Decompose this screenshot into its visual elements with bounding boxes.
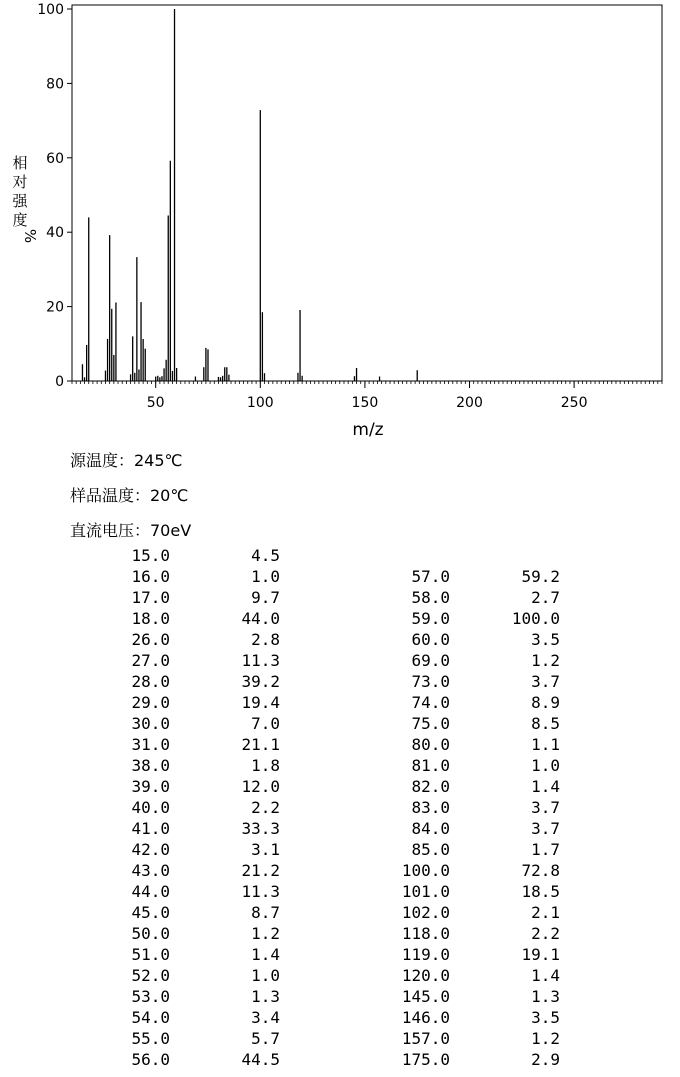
mz-value: 101.0 [401,882,450,901]
intensity-value: 21.2 [241,861,280,880]
mz-value: 42.0 [131,840,170,859]
mz-value: 57.0 [411,567,450,586]
intensity-value: 3.1 [251,840,280,859]
plot-frame [72,5,662,381]
intensity-value: 1.2 [531,651,560,670]
mz-value: 41.0 [131,819,170,838]
mz-value: 55.0 [131,1029,170,1048]
mz-value: 73.0 [411,672,450,691]
mz-value: 53.0 [131,987,170,1006]
mz-value: 30.0 [131,714,170,733]
intensity-value: 1.7 [531,840,560,859]
y-tick-label: 60 [46,150,64,167]
mz-value: 52.0 [131,966,170,985]
y-label-char: 强 [12,192,28,210]
intensity-value: 3.5 [531,630,560,649]
mz-value: 56.0 [131,1050,170,1069]
mz-value: 81.0 [411,756,450,775]
intensity-value: 7.0 [251,714,280,733]
mz-value: 15.0 [131,546,170,565]
intensity-value: 19.4 [241,693,280,712]
ionization-voltage: 直流电压：70eV [70,521,192,540]
intensity-value: 1.3 [251,987,280,1006]
mz-value: 40.0 [131,798,170,817]
intensity-value: 11.3 [241,882,280,901]
x-tick-label: 250 [560,395,588,411]
intensity-value: 44.5 [241,1050,280,1069]
x-tick-label: 150 [351,395,379,411]
x-axis-label: m/z [352,420,384,440]
mz-value: 17.0 [131,588,170,607]
mz-value: 84.0 [411,819,450,838]
y-label-char: 对 [12,173,28,191]
intensity-value: 1.3 [531,987,560,1006]
intensity-value: 2.9 [531,1050,560,1069]
y-tick-label: 0 [55,374,64,390]
mass-spectrum-chart [0,0,680,445]
x-tick-label: 100 [246,395,274,411]
source-temperature: 源温度：245℃ [70,451,183,470]
intensity-value: 1.0 [531,756,560,775]
intensity-value: 1.4 [531,966,560,985]
intensity-value: 33.3 [241,819,280,838]
intensity-value: 3.7 [531,798,560,817]
intensity-value: 59.2 [521,567,560,586]
mz-value: 75.0 [411,714,450,733]
mz-value: 102.0 [401,903,450,922]
intensity-value: 3.4 [251,1008,280,1027]
mz-value: 118.0 [401,924,450,943]
mz-value: 44.0 [131,882,170,901]
x-axis [147,381,588,411]
mz-value: 82.0 [411,777,450,796]
y-tick-label: 40 [46,225,64,242]
intensity-value: 2.1 [531,903,560,922]
intensity-value: 11.3 [241,651,280,670]
intensity-value: 8.9 [531,693,560,712]
mz-value: 120.0 [401,966,450,985]
mz-value: 157.0 [401,1029,450,1048]
intensity-value: 21.1 [241,735,280,754]
intensity-value: 1.2 [251,924,280,943]
mz-value: 27.0 [131,651,170,670]
mz-value: 83.0 [411,798,450,817]
mz-value: 18.0 [131,609,170,628]
y-axis [37,2,72,390]
y-tick-label: 80 [46,76,64,93]
y-tick-label: 100 [37,2,64,18]
intensity-value: 2.7 [531,588,560,607]
mz-value: 54.0 [131,1008,170,1027]
mz-value: 45.0 [131,903,170,922]
intensity-value: 1.4 [531,777,560,796]
intensity-value: 72.8 [521,861,560,880]
mz-value: 59.0 [411,609,450,628]
intensity-value: 4.5 [251,546,280,565]
intensity-value: 19.1 [521,945,560,964]
y-tick-label: 20 [46,299,64,316]
mz-value: 60.0 [411,630,450,649]
mz-value: 28.0 [131,672,170,691]
intensity-value: 3.7 [531,672,560,691]
intensity-value: 9.7 [251,588,280,607]
intensity-value: 1.4 [251,945,280,964]
mz-value: 29.0 [131,693,170,712]
intensity-value: 100.0 [511,609,560,628]
intensity-value: 8.5 [531,714,560,733]
mz-value: 16.0 [131,567,170,586]
mz-value: 74.0 [411,693,450,712]
mz-value: 85.0 [411,840,450,859]
intensity-value: 1.0 [251,567,280,586]
mz-value: 39.0 [131,777,170,796]
mz-value: 38.0 [131,756,170,775]
intensity-value: 44.0 [241,609,280,628]
mz-value: 51.0 [131,945,170,964]
mz-value: 31.0 [131,735,170,754]
mz-value: 58.0 [411,588,450,607]
intensity-value: 3.7 [531,819,560,838]
intensity-value: 2.8 [251,630,280,649]
mz-value: 43.0 [131,861,170,880]
peak-bars [82,9,417,381]
y-label-char: 相 [12,154,28,172]
mz-value: 119.0 [401,945,450,964]
mz-value: 146.0 [401,1008,450,1027]
mz-value: 145.0 [401,987,450,1006]
intensity-value: 8.7 [251,903,280,922]
intensity-value: 2.2 [251,798,280,817]
y-label-char: 度 [12,211,28,229]
intensity-value: 12.0 [241,777,280,796]
mz-value: 69.0 [411,651,450,670]
intensity-value: 1.1 [531,735,560,754]
intensity-value: 39.2 [241,672,280,691]
y-label-char: % [21,228,39,244]
intensity-value: 5.7 [251,1029,280,1048]
x-tick-label: 200 [456,395,483,411]
x-tick-label: 50 [146,395,165,411]
intensity-value: 2.2 [531,924,560,943]
sample-temperature: 样品温度：20℃ [70,486,189,505]
intensity-value: 3.5 [531,1008,560,1027]
mz-value: 50.0 [131,924,170,943]
mz-value: 175.0 [401,1050,450,1069]
intensity-value: 1.8 [251,756,280,775]
mz-value: 26.0 [131,630,170,649]
intensity-value: 1.2 [531,1029,560,1048]
y-axis-label [12,154,39,243]
intensity-value: 18.5 [521,882,560,901]
intensity-value: 1.0 [251,966,280,985]
mz-value: 100.0 [401,861,450,880]
mz-value: 80.0 [411,735,450,754]
